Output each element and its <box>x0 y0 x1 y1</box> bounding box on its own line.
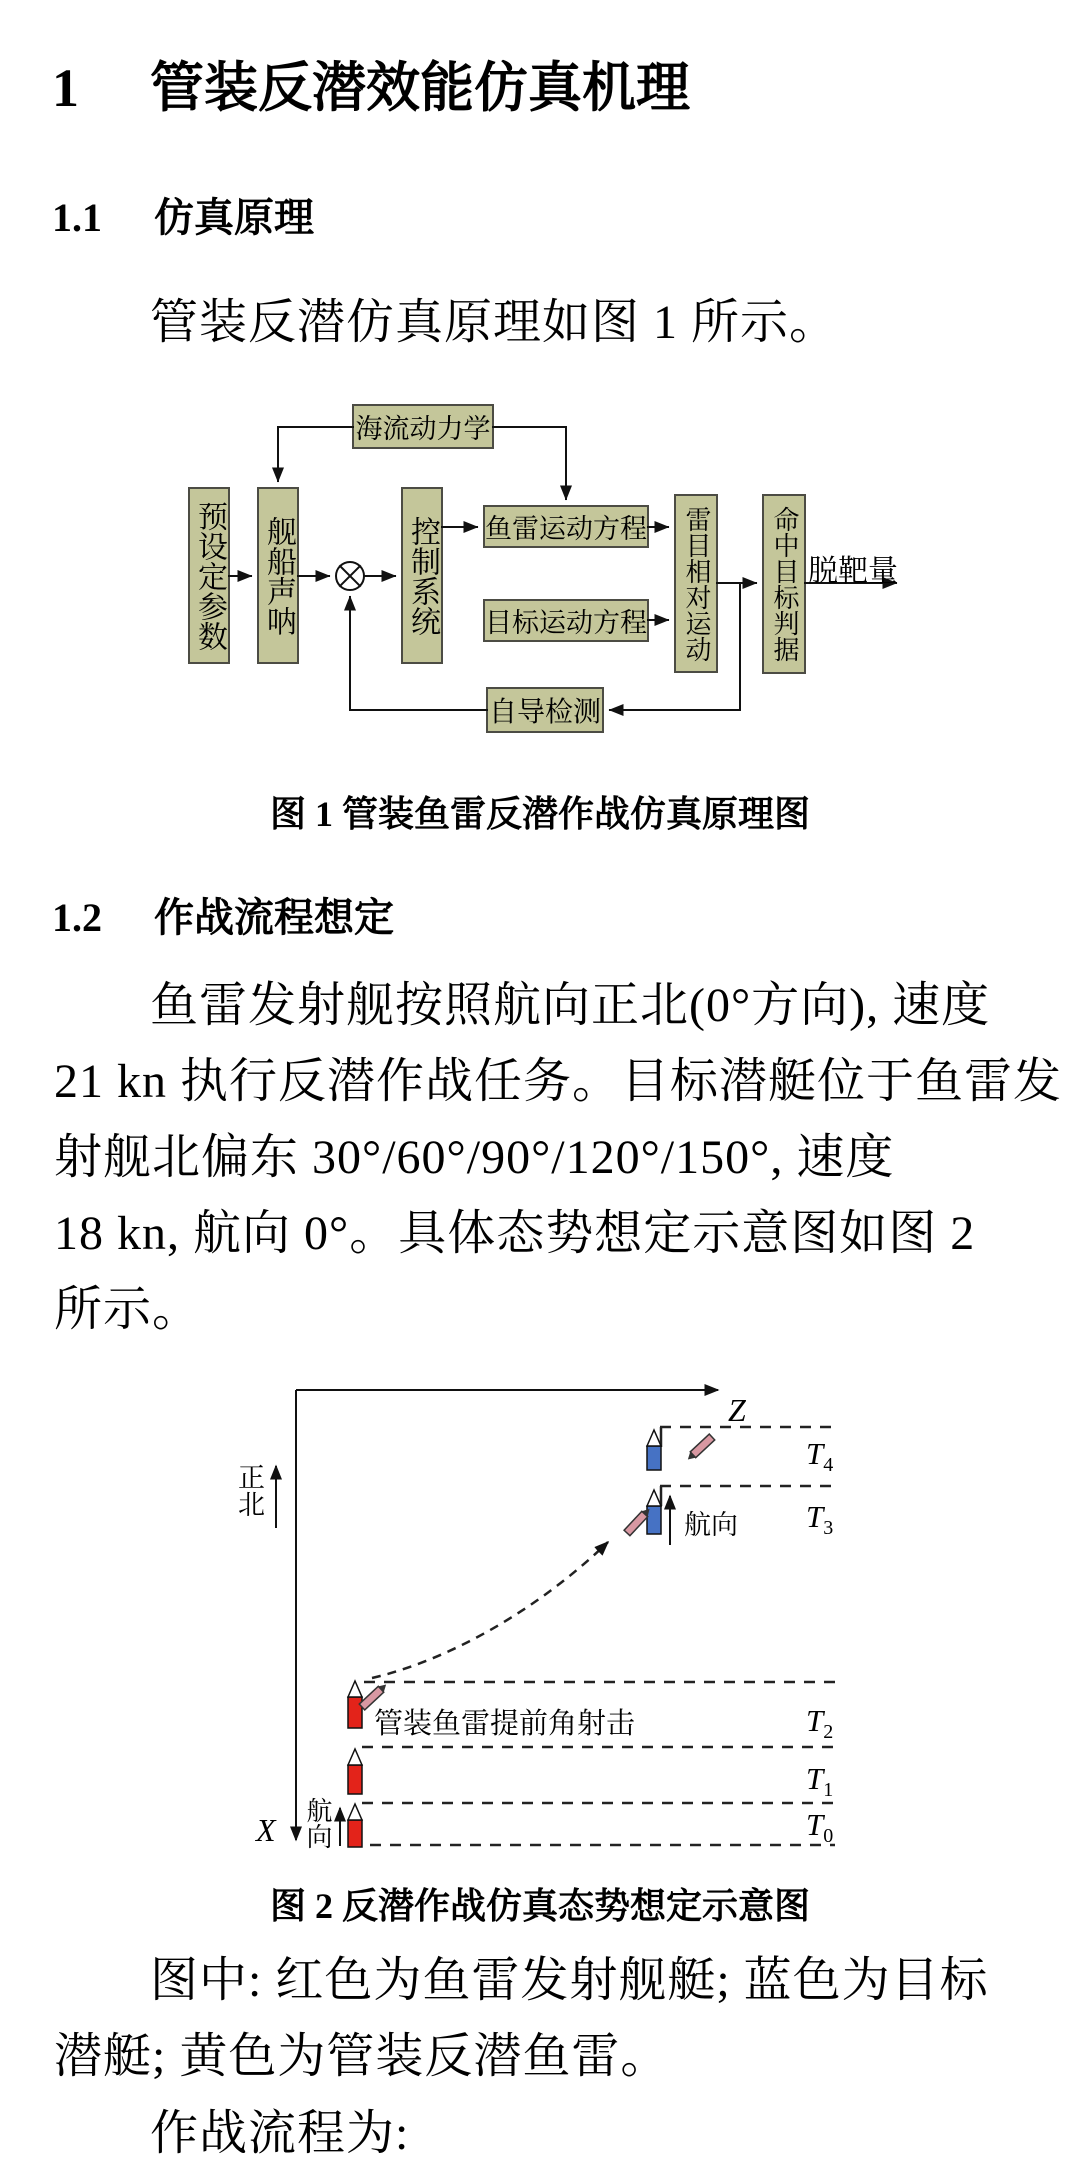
scenario-line-1: 鱼雷发射舰按照航向正北(0°方向), 速度 <box>150 979 991 1032</box>
miss-distance-label: 脱靶量 <box>808 555 898 588</box>
north-label: 正北 <box>234 1463 264 1517</box>
flow-box-label-homing-detection: 自导检测 <box>488 697 601 728</box>
scenario-line-3: 射舰北偏东 30°/60°/90°/120°/150°, 速度 <box>54 1131 895 1184</box>
timeline-subscript: 1 <box>823 1779 834 1802</box>
timeline-symbol: T <box>806 1703 824 1738</box>
launcher-ship-t1-icon <box>348 1749 362 1794</box>
section-1-2-heading <box>52 886 394 943</box>
timeline-subscript: 2 <box>823 1721 834 1744</box>
figure2-diagram <box>276 1390 835 1847</box>
flow-box-label-ship-sonar: 舰船声呐 <box>262 515 295 636</box>
lead-angle-fire-label: 管装鱼雷提前角射击 <box>374 1708 636 1740</box>
flow-box-label-preset-params: 预设定参数 <box>193 500 226 651</box>
section-1-2-title: 作战流程想定 <box>154 895 394 940</box>
section-1-2-number: 1.2 <box>52 895 102 940</box>
timeline-symbol: T <box>806 1761 824 1796</box>
z-axis-label: Z <box>728 1392 746 1428</box>
timeline-subscript: 4 <box>823 1454 834 1477</box>
section-1-1-title: 仿真原理 <box>154 195 314 240</box>
flow-intro-line: 作战流程为: <box>150 2107 410 2160</box>
section-1-1-number: 1.1 <box>52 195 102 240</box>
torpedo-trajectory-path <box>372 1542 608 1678</box>
flow-box-label-ocean-current: 海流动力学 <box>355 414 491 444</box>
timeline-label-t1 <box>806 1761 833 1802</box>
summing-junction-icon <box>336 562 364 590</box>
course-label-bottom: 航向 <box>303 1797 332 1849</box>
scenario-line-4: 18 kn, 航向 0°。具体态势想定示意图如图 2 <box>54 1207 976 1260</box>
paragraph-1: 管装反潜仿真原理如图 1 所示。 <box>150 296 839 349</box>
timeline-label-t4 <box>806 1436 833 1477</box>
flow-box-label-control-system: 控制系统 <box>406 515 439 636</box>
timeline-subscript: 3 <box>823 1517 834 1540</box>
timeline-label-t2 <box>806 1703 833 1744</box>
figure-1-caption: 图 1 管装鱼雷反潜作战仿真原理图 <box>269 794 810 834</box>
launcher-ship-t0-icon <box>348 1804 362 1847</box>
scenario-line-5: 所示。 <box>54 1283 202 1336</box>
timeline-dashed-lines <box>362 1427 835 1848</box>
scenario-line-2: 21 kn 执行反潜作战任务。目标潜艇位于鱼雷发 <box>54 1055 1063 1108</box>
timeline-symbol: T <box>806 1499 824 1534</box>
x-axis-label: X <box>256 1812 276 1848</box>
section-1-title: 管装反潜效能仿真机理 <box>150 58 690 118</box>
timeline-symbol: T <box>806 1436 824 1471</box>
flow-box-label-target-motion: 目标运动方程 <box>485 608 647 638</box>
section-1-heading <box>52 45 690 122</box>
target-submarine-t4-icon <box>647 1430 661 1470</box>
torpedo-t4-icon <box>685 1434 715 1462</box>
timeline-subscript: 0 <box>823 1825 834 1848</box>
figure-2-caption: 图 2 反潜作战仿真态势想定示意图 <box>269 1886 810 1926</box>
section-1-number: 1 <box>52 58 79 118</box>
timeline-symbol: T <box>806 1807 824 1842</box>
flow-box-label-torpedo-motion: 鱼雷运动方程 <box>485 514 647 544</box>
target-submarine-t3-icon <box>647 1490 661 1534</box>
course-label-t3: 航向 <box>684 1510 738 1540</box>
timeline-label-t0 <box>806 1807 833 1848</box>
legend-line-1: 图中: 红色为鱼雷发射舰艇; 蓝色为目标 <box>150 1954 989 2007</box>
legend-line-2: 潜艇; 黄色为管装反潜鱼雷。 <box>54 2030 670 2083</box>
flow-box-label-hit-criterion: 命中目标判据 <box>770 506 799 662</box>
section-1-1-heading <box>52 186 314 243</box>
flow-box-label-relative-motion: 雷目相对运动 <box>682 505 711 662</box>
timeline-label-t3 <box>806 1499 833 1540</box>
